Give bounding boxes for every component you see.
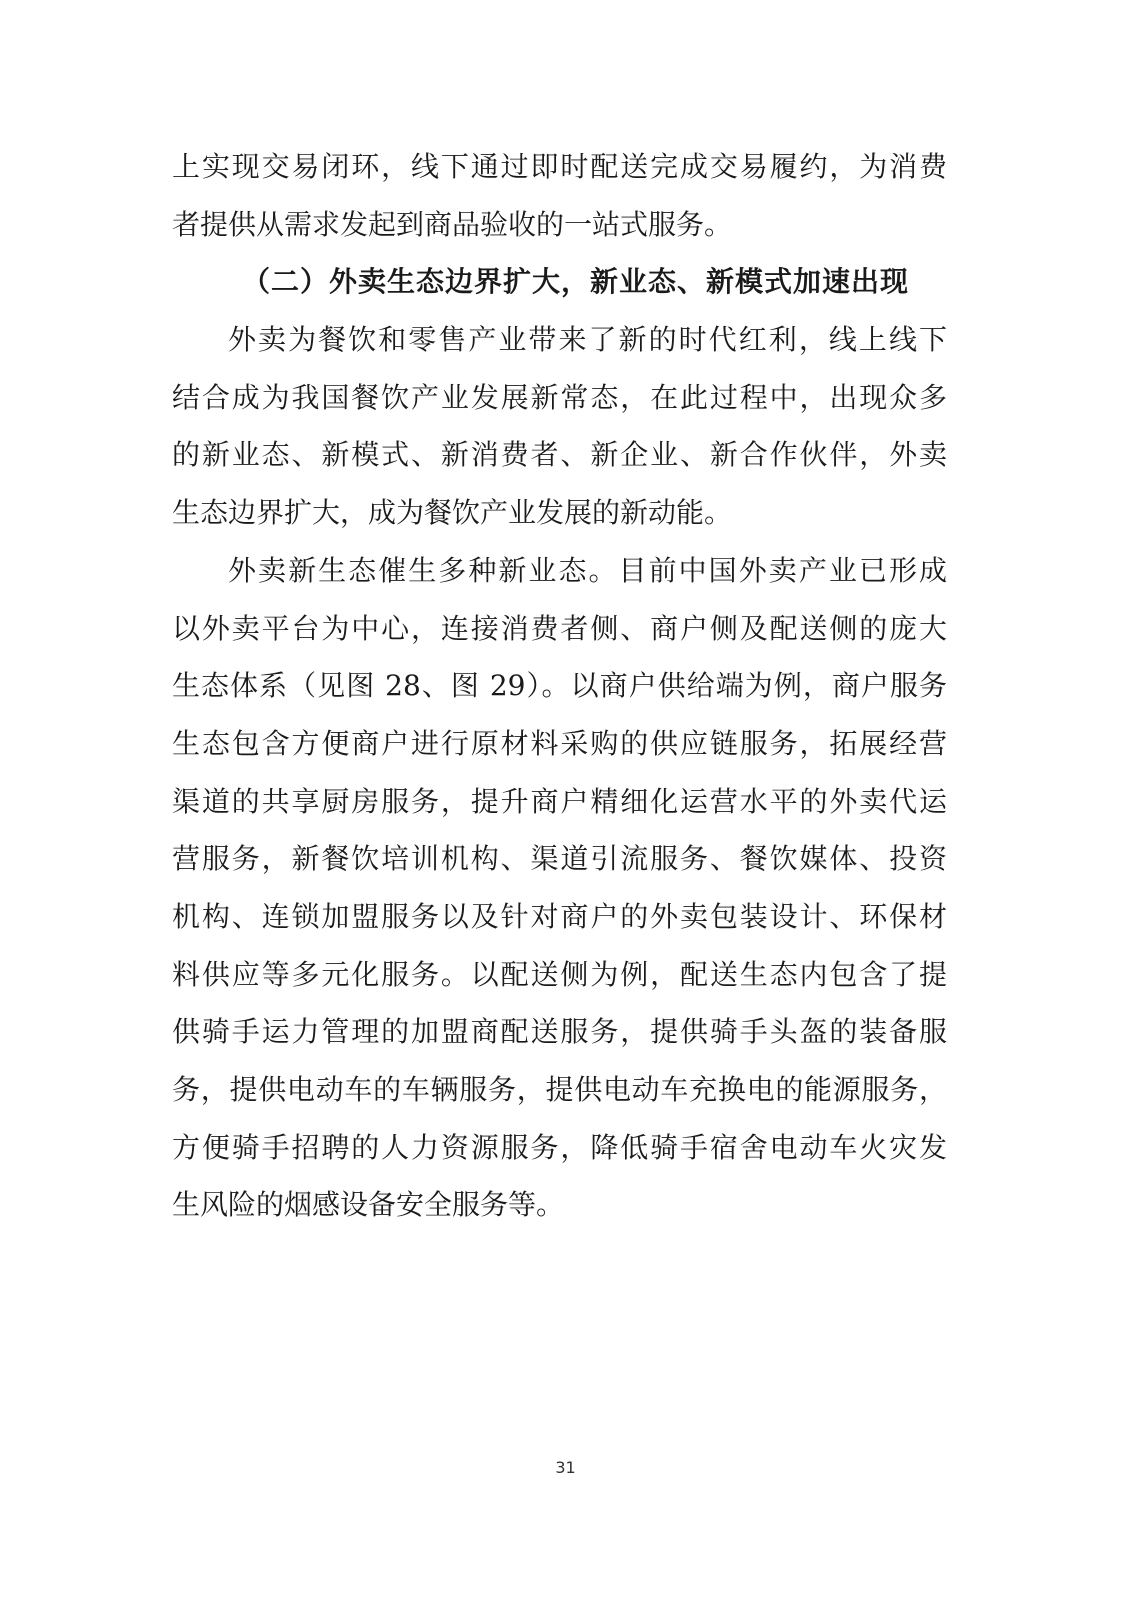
section-heading: （二）外卖生态边界扩大，新业态、新模式加速出现 bbox=[242, 265, 910, 299]
body-text bbox=[172, 138, 947, 1234]
text-line: 机构、连锁加盟服务以及针对商户的外卖包装设计、环保材 bbox=[172, 899, 947, 933]
text-line: 的新业态、新模式、新消费者、新企业、新合作伙伴，外卖 bbox=[172, 438, 947, 472]
text-line: 生态包含方便商户进行原材料采购的供应链服务，拓展经营 bbox=[172, 726, 947, 760]
text-line: 务，提供电动车的车辆服务，提供电动车充换电的能源服务， bbox=[172, 1073, 947, 1106]
text-line: 外卖新生态催生多种新业态。目前中国外卖产业已形成 bbox=[228, 553, 947, 587]
text-line: 供骑手运力管理的加盟商配送服务，提供骑手头盔的装备服 bbox=[172, 1015, 947, 1049]
text-line: 者提供从需求发起到商品验收的一站式服务。 bbox=[172, 207, 733, 241]
text-line: 生态边界扩大，成为餐饮产业发展的新动能。 bbox=[172, 496, 733, 530]
text-line: 料供应等多元化服务。以配送侧为例，配送生态内包含了提 bbox=[172, 957, 947, 991]
text-line: 上实现交易闭环，线下通过即时配送完成交易履约，为消费 bbox=[172, 150, 947, 183]
text-line: 方便骑手招聘的人力资源服务，降低骑手宿舍电动车火灾发 bbox=[172, 1130, 947, 1164]
text-line: 渠道的共享厨房服务，提升商户精细化运营水平的外卖代运 bbox=[172, 784, 947, 818]
text-line: 营服务，新餐饮培训机构、渠道引流服务、餐饮媒体、投资 bbox=[172, 842, 947, 876]
page-number: 31 bbox=[555, 1458, 576, 1477]
text-line: 以外卖平台为中心，连接消费者侧、商户侧及配送侧的庞大 bbox=[172, 611, 947, 645]
text-line: 生态体系（见图 28、图 29）。以商户供给端为例，商户服务 bbox=[172, 669, 947, 703]
text-line: 结合成为我国餐饮产业发展新常态，在此过程中，出现众多 bbox=[172, 380, 947, 414]
text-line: 生风险的烟感设备安全服务等。 bbox=[172, 1188, 565, 1222]
text-line: 外卖为餐饮和零售产业带来了新的时代红利，线上线下 bbox=[228, 323, 947, 357]
